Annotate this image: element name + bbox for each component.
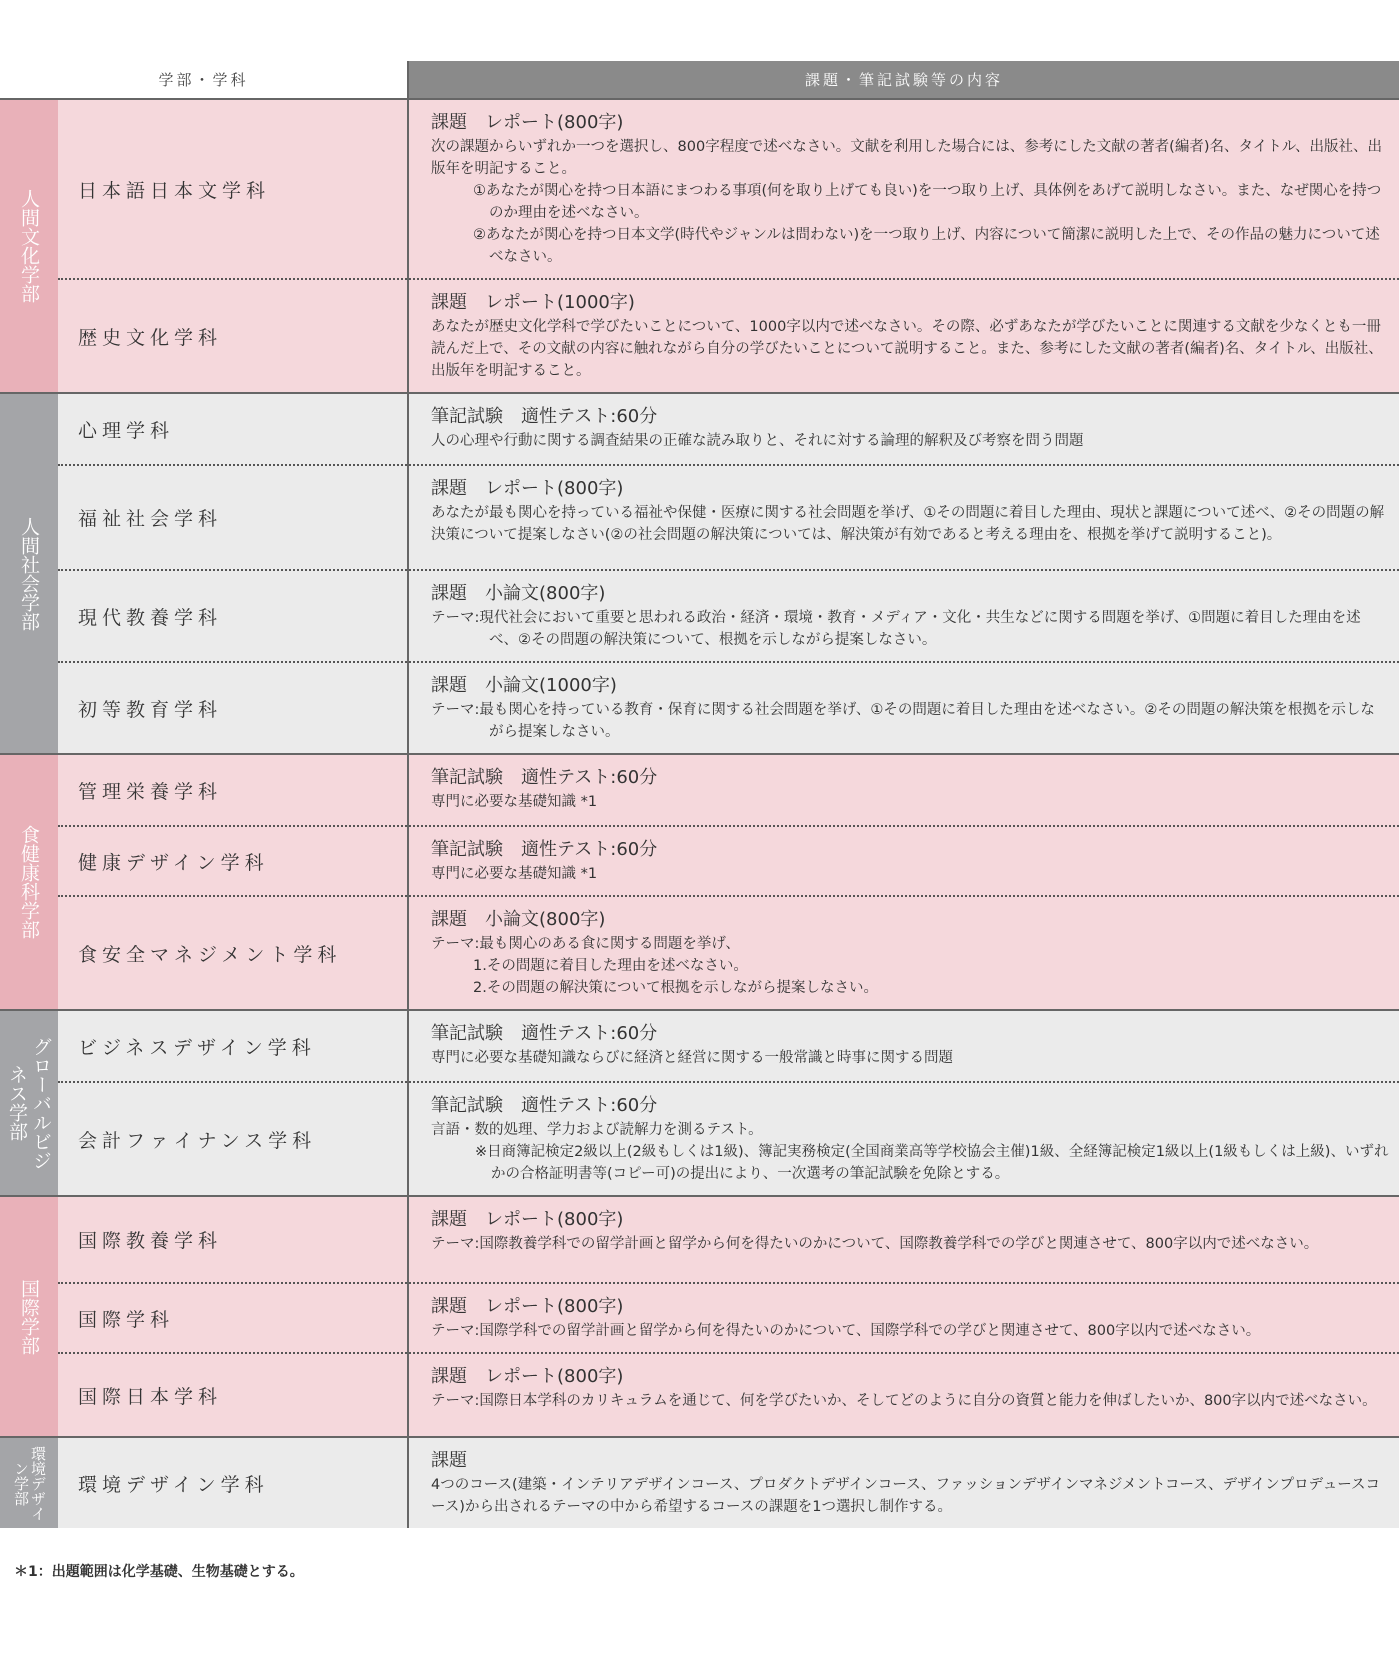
dept-name: 国際学科 (58, 1283, 408, 1353)
dept-content (408, 1082, 1399, 1196)
dept-content (408, 465, 1399, 570)
dept-name: 国際日本学科 (58, 1353, 408, 1437)
task-title: 課題 レポート(800字) (431, 112, 624, 133)
table-row (0, 662, 1399, 754)
task-item: 2.その問題の解決策について根拠を示しながら提案しなさい。 (473, 980, 879, 996)
dept-name: 歴史文化学科 (58, 279, 408, 393)
dept-content (408, 826, 1399, 896)
dept-content (408, 754, 1399, 826)
task-title: 筆記試験 適性テスト:60分 (431, 406, 658, 427)
table-row (0, 393, 1399, 465)
faculty-label: 国際学部 (0, 1196, 58, 1437)
task-body: 専門に必要な基礎知識 *1 (431, 794, 598, 810)
faculty-label: 食健康科学部 (0, 754, 58, 1010)
dept-name: 現代教養学科 (58, 570, 408, 662)
task-title: 筆記試験 適性テスト:60分 (431, 839, 658, 860)
dept-content (408, 1283, 1399, 1353)
dept-name: 初等教育学科 (58, 662, 408, 754)
table-row (0, 896, 1399, 1010)
task-item: ②あなたが関心を持つ日本文学(時代やジャンルは問わない)を一つ取り上げ、内容について簡潔に説明した上で、その作品の魅力について述べなさい。 (473, 227, 1380, 265)
task-body: 4つのコース(建築・インテリアデザインコース、プロダクトデザインコース、ファッションデザインマネジメントコース、デザインプロデュースコース)から出されるテーマの中から希望するコースの課題を1つ選択し制作する。 (431, 1477, 1380, 1515)
dept-content (408, 99, 1399, 279)
dept-name: 食安全マネジメント学科 (58, 896, 408, 1010)
dept-content (408, 570, 1399, 662)
table-row (0, 1353, 1399, 1437)
dept-content (408, 1353, 1399, 1437)
table-row (0, 1010, 1399, 1082)
dept-content (408, 279, 1399, 393)
task-note: ※日商簿記検定2級以上(2級もしくは1級)、簿記実務検定(全国商業高等学校協会主催)1級、全経簿記検定1級以上(1級もしくは上級)、いずれかの合格証明書等(コピー可)の提出により、一次選考の筆記試験を免除とする。 (475, 1144, 1389, 1182)
dept-name: 国際教養学科 (58, 1196, 408, 1283)
task-item: 1.その問題に着目した理由を述べなさい。 (473, 958, 748, 974)
task-item: ①あなたが関心を持つ日本語にまつわる事項(何を取り上げても良い)を一つ取り上げ、具体例をあげて説明しなさい。また、なぜ関心を持つのか理由を述べなさい。 (473, 183, 1382, 221)
dept-name: 会計ファイナンス学科 (58, 1082, 408, 1196)
dept-content (408, 896, 1399, 1010)
dept-name: 福祉社会学科 (58, 465, 408, 570)
task-body: 専門に必要な基礎知識 *1 (431, 866, 598, 882)
header-right: 課題・筆記試験等の内容 (408, 61, 1399, 99)
table-row (0, 1082, 1399, 1196)
task-title: 筆記試験 適性テスト:60分 (431, 767, 658, 788)
faculty-label: 環境デザイン学部 (0, 1437, 58, 1528)
task-title: 課題 小論文(800字) (431, 583, 606, 604)
table-row (0, 570, 1399, 662)
faculty-label: グローバルビジネス学部 (0, 1010, 58, 1196)
task-title: 課題 小論文(800字) (431, 909, 606, 930)
task-body: テーマ:最も関心のある食に関する問題を挙げ、 (431, 936, 740, 952)
table-row (0, 279, 1399, 393)
header-left: 学部・学科 (0, 61, 408, 99)
task-title: 筆記試験 適性テスト:60分 (431, 1023, 658, 1044)
table-row (0, 754, 1399, 826)
task-body: 人の心理や行動に関する調査結果の正確な読み取りと、それに対する論理的解釈及び考察を問う問題 (431, 433, 1084, 449)
table-row (0, 465, 1399, 570)
dept-content (408, 1010, 1399, 1082)
task-body: あなたが最も関心を持っている福祉や保健・医療に関する社会問題を挙げ、①その問題に着目した理由、現状と課題について述べ、②その問題の解決策について提案しなさい(②の社会問題の解決策については、解決策が有効であると考える理由を、根拠を挙げて説明すること)。 (431, 505, 1385, 543)
task-body: テーマ:国際日本学科のカリキュラムを通じて、何を学びたいか、そしてどのように自分の資質と能力を伸ばしたいか、800字以内で述べなさい。 (431, 1393, 1377, 1409)
exam-table (0, 61, 1399, 1528)
dept-name: 日本語日本文学科 (58, 99, 408, 279)
task-title: 課題 レポート(800字) (431, 478, 624, 499)
dept-name: 心理学科 (58, 393, 408, 465)
dept-name: 環境デザイン学科 (58, 1437, 408, 1528)
task-title: 課題 レポート(800字) (431, 1209, 624, 1230)
dept-name: 管理栄養学科 (58, 754, 408, 826)
faculty-label: 人間社会学部 (0, 393, 58, 754)
dept-name: 健康デザイン学科 (58, 826, 408, 896)
table-row (0, 1196, 1399, 1283)
dept-content (408, 1196, 1399, 1283)
faculty-label: 人間文化学部 (0, 99, 58, 393)
task-title: 課題 レポート(800字) (431, 1366, 624, 1387)
task-body: テーマ:最も関心を持っている教育・保育に関する社会問題を挙げ、①その問題に着目した理由を述べなさい。②その問題の解決策を根拠を示しながら提案しなさい。 (431, 702, 1375, 740)
task-body: テーマ:国際学科での留学計画と留学から何を得たいのかについて、国際学科での学びと関連させて、800字以内で述べなさい。 (431, 1323, 1261, 1339)
task-body: テーマ:現代社会において重要と思われる政治・経済・環境・教育・メディア・文化・共生などに関する問題を挙げ、①問題に着目した理由を述べ、②その問題の解決策について、根拠を示しながら提案しなさい。 (431, 610, 1361, 648)
task-body: 言語・数的処理、学力および読解力を測るテスト。 (431, 1122, 763, 1138)
task-body: テーマ:国際教養学科での留学計画と留学から何を得たいのかについて、国際教養学科での学びと関連させて、800字以内で述べなさい。 (431, 1236, 1319, 1252)
task-body: 専門に必要な基礎知識ならびに経済と経営に関する一般常識と時事に関する問題 (431, 1050, 954, 1066)
task-title: 課題 小論文(1000字) (431, 675, 617, 696)
task-title: 筆記試験 適性テスト:60分 (431, 1095, 658, 1116)
task-body: 次の課題からいずれか一つを選択し、800字程度で述べなさい。文献を利用した場合には、参考にした文献の著者(編者)名、タイトル、出版社、出版年を明記すること。 (431, 139, 1383, 177)
dept-content (408, 662, 1399, 754)
task-title: 課題 レポート(1000字) (431, 292, 635, 313)
task-title: 課題 (431, 1450, 468, 1471)
table-row (0, 826, 1399, 896)
dept-content (408, 1437, 1399, 1528)
footnote: ＊1：出題範囲は化学基礎、生物基礎とする。 (14, 1564, 304, 1580)
table-row (0, 99, 1399, 279)
dept-name: ビジネスデザイン学科 (58, 1010, 408, 1082)
dept-content (408, 393, 1399, 465)
task-title: 課題 レポート(800字) (431, 1296, 624, 1317)
table-row (0, 1283, 1399, 1353)
table-row (0, 1437, 1399, 1528)
task-body: あなたが歴史文化学科で学びたいことについて、1000字以内で述べなさい。その際、必ずあなたが学びたいことに関連する文献を少なくとも一冊読んだ上で、その文献の内容に触れながら自分の学びたいことについて説明すること。また、参考にした文献の著者(編者)名、タイトル、出版社、出版年を明記すること。 (431, 319, 1383, 379)
